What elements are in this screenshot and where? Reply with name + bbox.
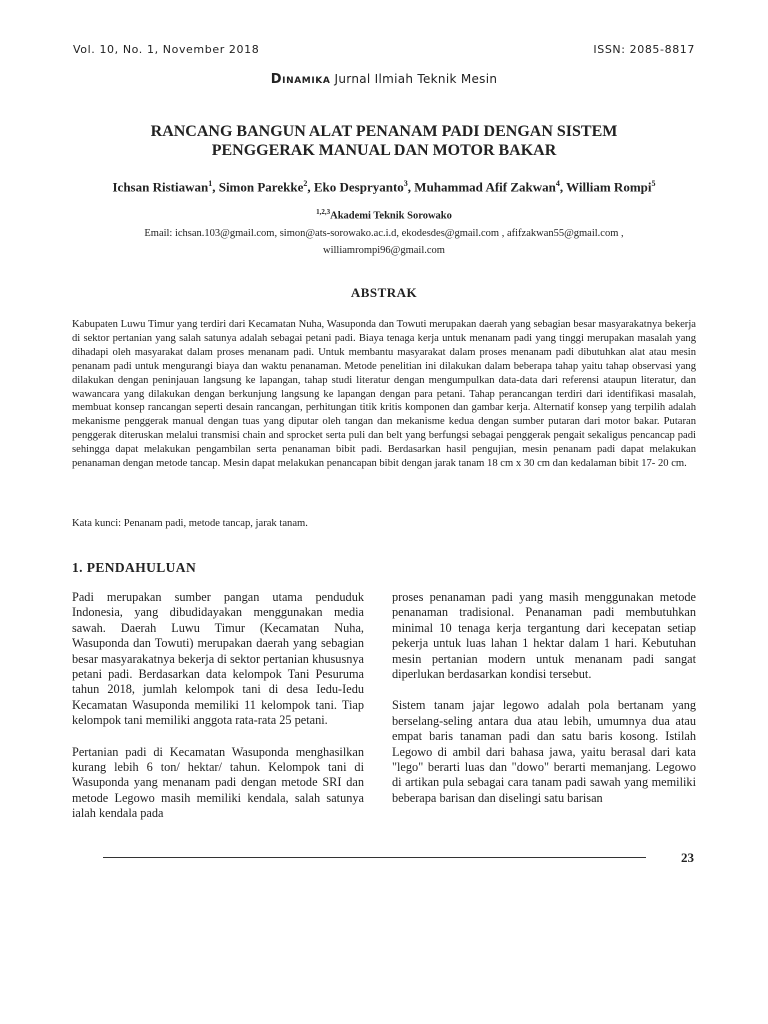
author-name: Simon Parekke xyxy=(218,179,304,195)
author-name: William Rompi xyxy=(566,179,652,195)
email-list xyxy=(72,225,696,259)
author-list: Ichsan Ristiawan$^1$, Simon Parekke$^2$, Eko Despryanto$^3$, Muhammad Afif Zakwan$^4$, William Rompi$^5$ xyxy=(112,179,656,195)
author-sup: 2 xyxy=(303,179,308,188)
paragraph: Sistem tanam jajar legowo adalah pola bertanam yang berselang-seling antara dua atau lebih, umumnya dua atau empat baris tanaman padi dan satu baris kosong. Istilah Legowo di ambil dari bahasa jawa, yaitu berasal dari kata "lego" berarti luas dan "dowo" berarti memanjang. Legowo di artikan pula sebagai cara tanam padi sawah yang memiliki beberapa barisan dan diselingi satu barisan xyxy=(392,698,696,805)
affiliation xyxy=(0,208,768,222)
journal-header xyxy=(0,72,768,87)
author-sup: 3 xyxy=(403,179,408,188)
left-column xyxy=(72,590,364,838)
email-line-2: williamrompi96@gmail.com xyxy=(323,245,445,256)
journal-name: Dinamika xyxy=(270,72,331,87)
paragraph: Pertanian padi di Kecamatan Wasuponda menghasilkan kurang lebih 6 ton/ hektar/ tahun. Kelompok tani di Wasuponda yang menanam padi dengan metode SRI dan metode Legowo masih memiliki kendala, salah satunya ialah kendala pada xyxy=(72,744,364,821)
author-sup: 1 xyxy=(208,179,213,188)
abstract-heading: ABSTRAK xyxy=(350,285,418,300)
author-name: Eko Despryanto xyxy=(313,179,404,195)
page-number: 23 xyxy=(681,850,694,865)
affiliation-name: Akademi Teknik Sorowako xyxy=(330,210,452,222)
volume-info: Vol. 10, No. 1, November 2018 xyxy=(73,43,260,56)
footer-divider xyxy=(103,857,646,858)
author-sup: 4 xyxy=(555,179,560,188)
title-line-2: PENGGERAK MANUAL DAN MOTOR BAKAR xyxy=(211,142,557,159)
title-line-1: RANCANG BANGUN ALAT PENANAM PADI DENGAN SISTEM xyxy=(150,123,618,140)
keywords: Kata kunci: Penanam padi, metode tancap, jarak tanam. xyxy=(72,518,308,529)
paragraph: Padi merupakan sumber pangan utama penduduk Indonesia, yang dibudidayakan menggunakan media sawah. Daerah Luwu Timur (Kecamatan Nuha, Wasuponda dan Towuti) merupakan daerah yang sebagian besar masyarakatnya bekerja di sektor pertanian khususnya petani padi. Berdasarkan data kelompok Tani Pesuruma tahun 2018, jumlah kelompok tani di desa Iedu-Iedu Kecamatan Wasuponda memiliki 11 kelompok tani. Tiap kelompok tani memiliki anggota rata-rata 25 petani. xyxy=(72,590,364,728)
affiliation-sup: 1,2,3 xyxy=(316,208,331,216)
author-name: Ichsan Ristiawan xyxy=(112,179,209,195)
section-heading: 1. PENDAHULUAN xyxy=(72,560,197,575)
author-name: Muhammad Afif Zakwan xyxy=(414,179,556,195)
paper-title xyxy=(90,122,678,160)
issn-info: ISSN: 2085-8817 xyxy=(593,43,695,56)
email-line-1: Email: ichsan.103@gmail.com, simon@ats-sorowako.ac.i.d, ekodesdes@gmail.com , afifzakwan55@gmail.com , xyxy=(144,228,624,239)
paragraph: proses penanaman padi yang masih menggunakan metode penanaman tradisional. Penanaman padi membutuhkan minimal 10 tenaga kerja tergantung dari kecepatan setiap pekerja untuk luas lahan 1 hektar dalam 1 hari. Kebutuhan mesin pertanian modern untuk menanam padi sangat diperlukan berdasarkan kondisi tersebut. xyxy=(392,590,696,682)
journal-subtitle: Jurnal Ilmiah Teknik Mesin xyxy=(334,72,498,86)
right-column xyxy=(392,590,696,822)
author-sup: 5 xyxy=(651,179,656,188)
abstract-body: Kabupaten Luwu Timur yang terdiri dari Kecamatan Nuha, Wasuponda dan Towuti merupakan daerah yang sebagian besar masyarakatnya bekerja di sektor pertanian yang salah satunya adalah sebagai petani padi. Biaya tenaga kerja untuk menanam padi yang tinggi merupakan masalah yang dihadapi oleh masyarakat dalam proses menanam padi. Untuk membantu masyarakat dalam proses menanam padi dibutuhkan alat atau mesin penanam padi untuk mengurangi biaya dan waktu penanaman. Metode penelitian ini dilakukan dalam beberapa tahap yaitu tahap observasi yang dilakukan dengan peninjauan langsung ke lapangan, tahap studi literatur dengan mengumpulkan data-data dari referensi ataupun literatur, dan wawancara yang dilakukan dengan berkunjung langsung ke lapangan dengan para petani. Tahap perancangan terdiri dari identifikasi masalah, membuat konsep rancangan seperti desain rancangan, perhitungan titik kritis komponen dan gambar kerja. Alternatif konsep yang terpilih adalah mekanisme penggerak manual dengan tuas yang diputar oleh tangan dan mekanisme kedua dengan sumber putaran dari motor bakar. Putaran penggerak diteruskan melalui transmisi chain and sprocket serta puli dan belt yang berfungsi sebagai penggerak pengait sekaligus pencancap padi sehingga dapat melakukan pengambilan serta penanaman bibit padi. Berdasarkan hasil pengujian, mesin penanam padi dapat melakukan penanaman dengan metode tancap. Mesin dapat melakukan penancapan bibit dengan jarak tanam 18 cm x 30 cm dan kedalaman bibit 17- 20 cm. xyxy=(72,319,696,470)
